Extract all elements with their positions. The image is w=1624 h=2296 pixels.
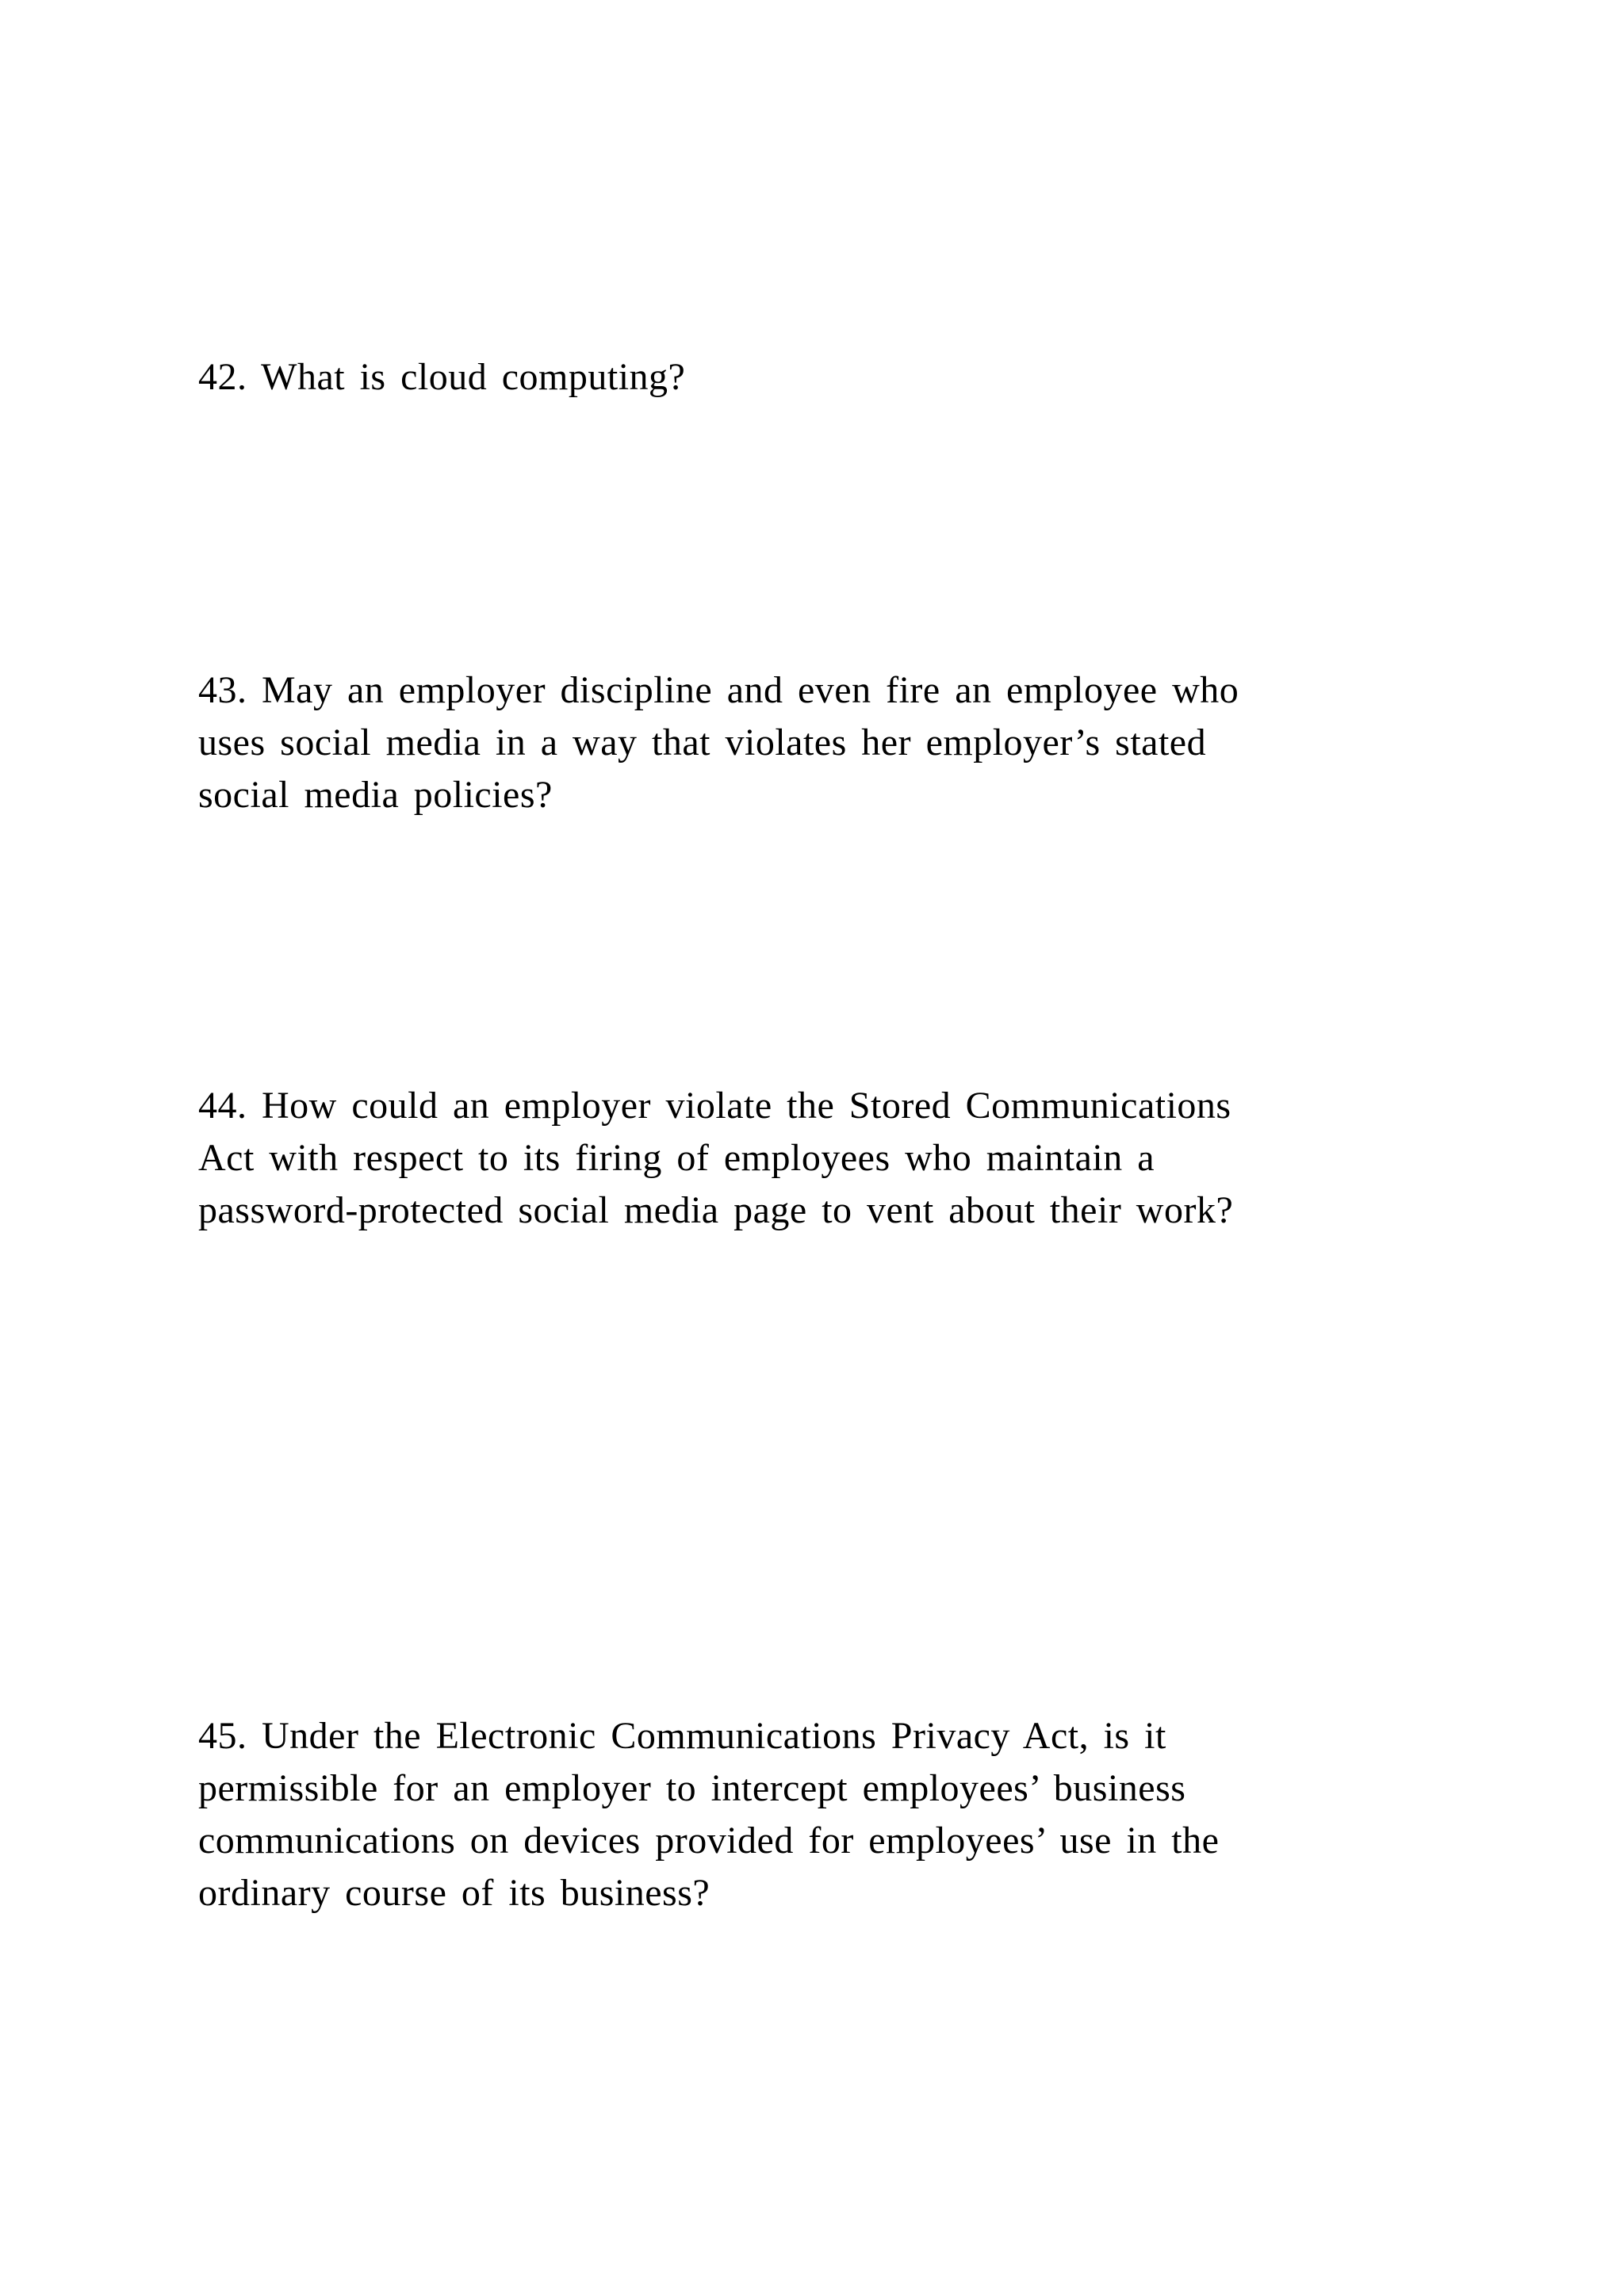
question-43-line-2: uses social media in a way that violates her employer’s stated — [198, 721, 1207, 763]
question-42 — [198, 351, 1435, 404]
question-45-line-2: permissible for an employer to intercept employees’ business — [198, 1767, 1186, 1809]
question-43-line-3: social media policies? — [198, 774, 553, 816]
question-42-line-1: 42. What is cloud computing? — [198, 356, 686, 398]
question-43-line-1: 43. May an employer discipline and even fire an employee who — [198, 669, 1239, 711]
question-45-line-4: ordinary course of its business? — [198, 1872, 710, 1914]
question-45-line-3: communications on devices provided for employees’ use in the — [198, 1820, 1220, 1862]
question-43 — [198, 664, 1435, 821]
question-44-line-2: Act with respect to its firing of employees who maintain a — [198, 1137, 1155, 1179]
question-44-line-1: 44. How could an employer violate the Stored Communications — [198, 1085, 1231, 1127]
question-45 — [198, 1710, 1435, 1919]
question-44 — [198, 1080, 1435, 1237]
question-45-line-1: 45. Under the Electronic Communications Privacy Act, is it — [198, 1715, 1166, 1757]
question-44-line-3: password-protected social media page to vent about their work? — [198, 1189, 1234, 1231]
